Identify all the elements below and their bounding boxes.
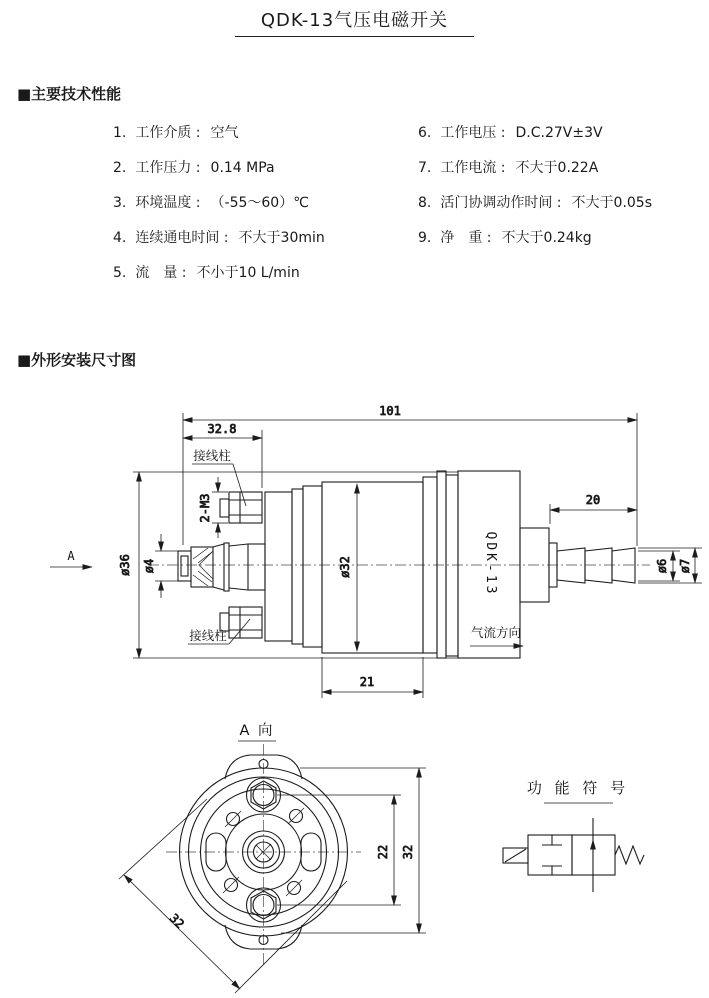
dim-21-label: 21 — [359, 675, 375, 689]
dim-101-label: 101 — [379, 404, 401, 418]
function-symbol — [503, 779, 644, 892]
dim-2-m3-label: 2-M3 — [198, 493, 212, 523]
spec-section-heading: ■主要技术性能 — [17, 85, 122, 103]
spec-label: 工作压力 : — [135, 160, 201, 176]
spec-value: 不小于10 L/min — [196, 265, 300, 281]
terminal-label-top-text: 接线柱 — [193, 448, 231, 463]
dim-32-vertical-label: 32 — [401, 844, 415, 860]
side-view — [50, 404, 702, 698]
spec-value: 不大于0.05s — [571, 195, 652, 211]
dim-dia6 — [638, 551, 680, 581]
dim-101 — [183, 404, 637, 546]
dim-21 — [322, 657, 423, 698]
airflow-label: 气流方向 — [470, 625, 522, 640]
spec-value: （-55～60）℃ — [210, 195, 309, 211]
dim-dia7 — [638, 548, 702, 583]
spec-num: 1. — [113, 125, 127, 141]
drawing-section-heading: ■外形安装尺寸图 — [17, 351, 137, 369]
dim-20-label: 20 — [585, 493, 601, 507]
dim-22-label: 22 — [376, 844, 390, 860]
dim-dia6-label: ø6 — [655, 558, 669, 574]
spec-num: 3. — [113, 195, 127, 211]
view-direction-label: A — [67, 549, 75, 563]
spec-num: 7. — [418, 160, 432, 176]
spec-value: 不大于0.22A — [515, 160, 599, 176]
view-a-drawing — [119, 722, 426, 993]
spec-value: 空气 — [210, 125, 239, 141]
spring-return-icon — [615, 846, 644, 864]
spec-label: 工作介质 : — [135, 125, 201, 141]
function-symbol-title: 功 能 符 号 — [526, 779, 630, 797]
spec-num: 2. — [113, 160, 127, 176]
spec-label: 工作电压 : — [440, 125, 506, 141]
dim-32-diagonal — [119, 799, 347, 993]
dim-32-8-label: 32.8 — [207, 422, 237, 436]
view-a-title: A 向 — [239, 723, 275, 739]
spec-label: 活门协调动作时间 : — [440, 195, 562, 211]
dim-2-m3 — [198, 477, 228, 538]
spec-value: 不大于30min — [238, 230, 325, 246]
spec-label: 净 重 : — [440, 230, 492, 246]
dim-dia32 — [338, 484, 357, 651]
dim-32-vertical — [281, 768, 426, 933]
dim-dia36-label: ø36 — [118, 554, 132, 576]
dim-dia4 — [142, 534, 179, 598]
spec-label: 环境温度 : — [135, 195, 201, 211]
spec-value: 不大于0.24kg — [501, 230, 592, 246]
terminal-post-top — [220, 492, 262, 523]
dim-dia32-label: ø32 — [338, 556, 352, 578]
spec-num: 8. — [418, 195, 432, 211]
dim-dia7-label: ø7 — [678, 558, 692, 574]
spec-num: 9. — [418, 230, 432, 246]
spec-label: 连续通电时间 : — [135, 230, 229, 246]
dim-20 — [550, 493, 637, 524]
solenoid-valve-symbol — [503, 818, 644, 892]
spec-num: 4. — [113, 230, 127, 246]
dim-dia4-label: ø4 — [142, 558, 156, 574]
terminal-label-bottom — [188, 619, 250, 644]
terminal-label-bottom-text: 接线柱 — [189, 628, 227, 643]
spec-label: 流 量 : — [135, 265, 187, 281]
model-marking: QDK-13 — [483, 531, 498, 597]
document-title-text: QDK-13气压电磁开关 — [235, 6, 474, 37]
spec-value: D.C.27V±3V — [515, 125, 603, 141]
spec-label: 工作电流 : — [440, 160, 506, 176]
spec-num: 6. — [418, 125, 432, 141]
spec-value: 0.14 MPa — [210, 160, 275, 176]
airflow-direction — [470, 625, 523, 646]
dim-32-diagonal-label: 32 — [166, 911, 187, 932]
spec-num: 5. — [113, 265, 127, 281]
